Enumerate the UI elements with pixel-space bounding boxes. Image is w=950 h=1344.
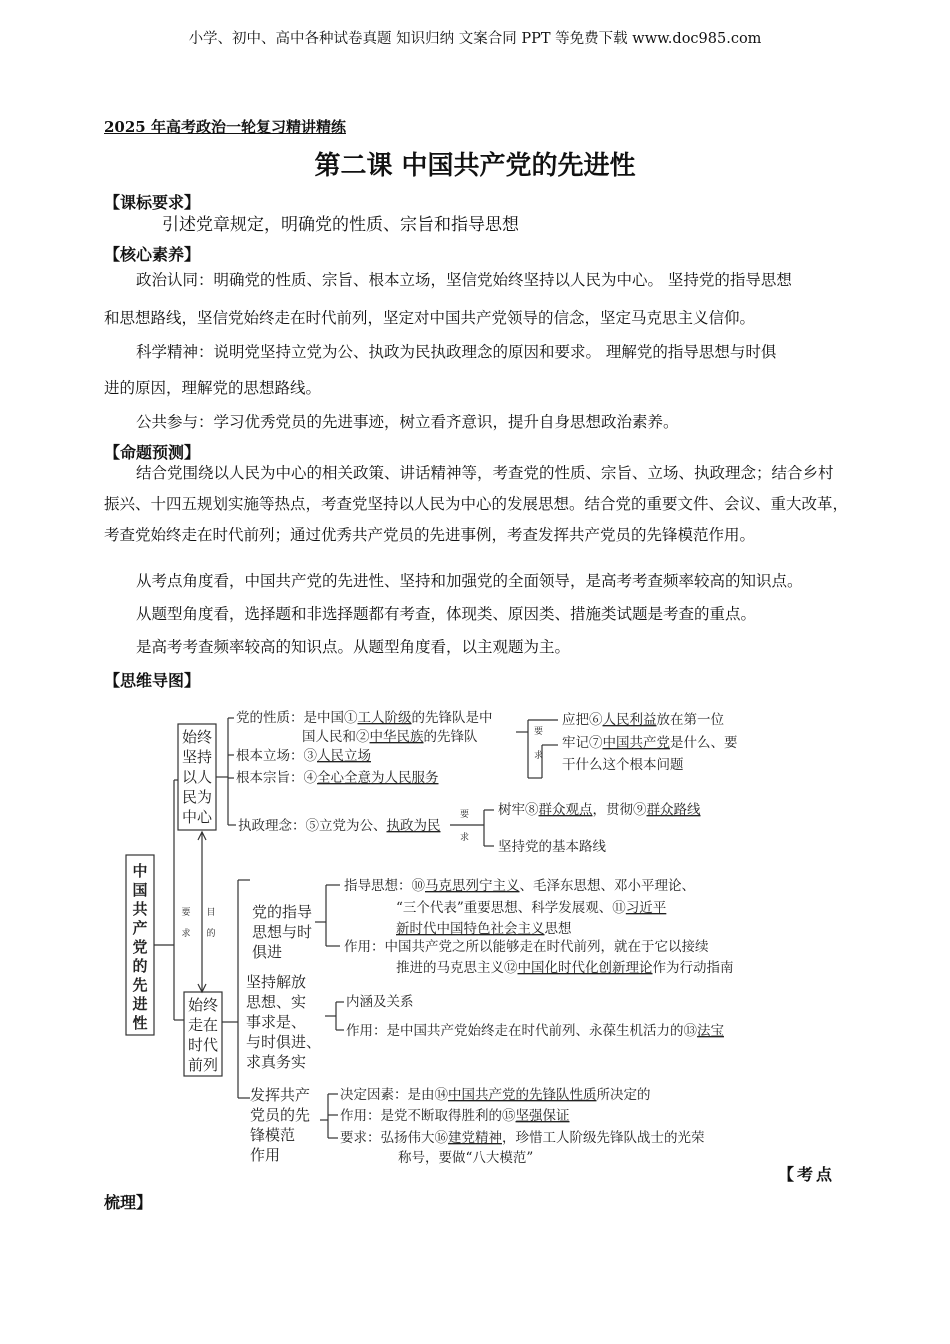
purpose-line: 根本宗旨：④全心全意为人民服务 [236,770,439,786]
suyang-p1a: 政治认同：明确党的性质、宗旨、根本立场，坚信党始终坚持以人民为中心。 坚持党的指导思想 [136,271,792,289]
doc-subtitle: 2025 年高考政治一轮复习精讲精练 [104,118,346,136]
page-header: 小学、初中、高中各种试卷真题 知识归纳 文案合同 PPT 等免费下载 www.doc985.com [188,31,762,47]
era-box-line: 时代 [187,1036,219,1054]
vanguard-line-1: 决定因素：是由⑭中国共产党的先锋队性质所决定的 [340,1087,651,1103]
guide-line-4: 作用：中国共产党之所以能够走在时代前列，就在于它以接续 [344,939,709,955]
people-box-line: 坚持 [181,748,213,766]
req-small: 要 [534,727,544,737]
vanguard-label: 锋模范 [250,1126,296,1144]
line-label: 事求是、 [246,1013,307,1031]
people-box-line: 中心 [181,808,213,826]
line-item-2: 作用：是中国共产党始终走在时代前列、永葆生机活力的⑬法宝 [346,1023,724,1039]
line-label: 坚持解放 [246,973,307,991]
yuce-p2: 从考点角度看，中国共产党的先进性、坚持和加强党的全面领导，是高考考查频率较高的知识点。 [136,572,803,590]
root-char: 中 [132,862,148,880]
era-box-line: 走在 [187,1016,219,1034]
nature-line-1: 党的性质：是中国①工人阶级的先锋队是中 [236,710,493,726]
req-line-2: 牢记⑦中国共产党是什么、要 [562,735,738,751]
suyang-p1b: 和思想路线，坚信党始终走在时代前列，坚定对中国共产党领导的信念，坚定马克思主义信仰。 [104,309,756,327]
yaoqiu-label: 求 [181,929,191,939]
heading-yuce: 【命题预测】 [104,443,201,462]
line-item-1: 内涵及关系 [346,994,414,1010]
guide-line-2: “三个代表”重要思想、科学发展观、⑪习近平 [396,900,667,916]
suyang-p3: 公共参与：学习优秀党员的先进事迹，树立看齐意识，提升自身思想政治素养。 [136,413,679,431]
people-box-line: 以人 [181,768,213,786]
guide-line-1: 指导思想：⑩马克思列宁主义、毛泽东思想、邓小平理论、 [344,878,695,894]
root-char: 先 [132,976,148,994]
kebiao-text: 引述党章规定，明确党的性质、宗旨和指导思想 [162,215,519,235]
line-label: 与时俱进、 [246,1033,322,1051]
gov-req-1: 树牢⑧群众观点，贯彻⑨群众路线 [498,802,701,818]
heading-daotu: 【思维导图】 [104,671,201,690]
root-char: 共 [132,900,148,918]
root-char: 国 [132,881,148,899]
people-box-line: 始终 [181,728,213,746]
line-label: 求真务实 [246,1053,307,1071]
req-line-1: 应把⑥人民利益放在第一位 [562,712,724,728]
suyang-p2b: 进的原因，理解党的思想路线。 [104,379,322,397]
mudi-label: 的 [206,929,216,939]
heading-kebiao: 【课标要求】 [104,193,201,212]
root-char: 产 [132,919,148,937]
stance-line: 根本立场：③人民立场 [236,748,371,764]
line-label: 思想、实 [246,993,307,1011]
mind-map-diagram [110,700,780,1175]
heading-suyang: 【核心素养】 [104,245,201,264]
gov-req-2: 坚持党的基本路线 [498,839,606,855]
guide-label: 俱进 [252,943,283,961]
nature-line-2: 国人民和②中华民族的先锋队 [302,729,478,745]
yaoqiu-label: 要 [181,908,191,918]
guide-line-5: 推进的马克思主义⑫中国化时代化创新理论作为行动指南 [396,960,734,976]
people-box-line: 民为 [181,788,213,806]
root-char: 党 [132,938,148,956]
yuce-p3: 从题型角度看，选择题和非选择题都有考查，体现类、原因类、措施类试题是考查的重点。 [136,605,757,623]
guide-line-3: 新时代中国特色社会主义思想 [396,921,572,937]
vanguard-line-3: 要求：弘扬伟大⑯建党精神，珍惜工人阶级先锋队战士的光荣 [340,1130,705,1146]
heading-shuli-a: 【考点 [778,1165,836,1184]
vanguard-line-2: 作用：是党不断取得胜利的⑮坚强保证 [340,1108,570,1124]
root-char: 性 [132,1014,148,1032]
root-char: 进 [132,995,148,1013]
guide-label: 思想与时 [252,923,313,941]
req-small-2: 求 [460,833,470,843]
req-small-2: 要 [460,810,470,820]
vanguard-label: 作用 [250,1146,281,1164]
era-box-line: 始终 [187,996,219,1014]
yuce-p1: 结合党围绕以人民为中心的相关政策、讲话精神等，考查党的性质、宗旨、立场、执政理念；结合乡村振兴、十四五规划实施等热点，考查党坚持以人民为中心的发展思想。结合党的重要文件、会议、重大改革，考查党始终走在时代前列；通过优秀共产党员的先进事例，考查发挥共产党员的先锋模范作用。 [104,464,849,544]
heading-shuli-b: 梳理】 [104,1193,153,1212]
req-line-3: 干什么这个根本问题 [562,757,684,773]
gov-line: 执政理念：⑤立党为公、执政为民 [238,818,441,834]
yuce-p4: 是高考考查频率较高的知识点。从题型角度看，以主观题为主。 [136,638,571,656]
suyang-p2a: 科学精神：说明党坚持立党为公、执政为民执政理念的原因和要求。 理解党的指导思想与时俱 [136,343,777,361]
guide-label: 党的指导 [252,903,313,921]
page-title: 第二课 中国共产党的先进性 [314,151,636,181]
vanguard-line-4: 称号，要做“八大模范” [398,1150,534,1166]
root-char: 的 [132,957,148,975]
req-small: 求 [534,751,544,761]
era-box-line: 前列 [187,1056,219,1074]
vanguard-label: 发挥共产 [250,1086,311,1104]
vanguard-label: 党员的先 [250,1106,311,1124]
mudi-label: 目 [206,908,216,918]
